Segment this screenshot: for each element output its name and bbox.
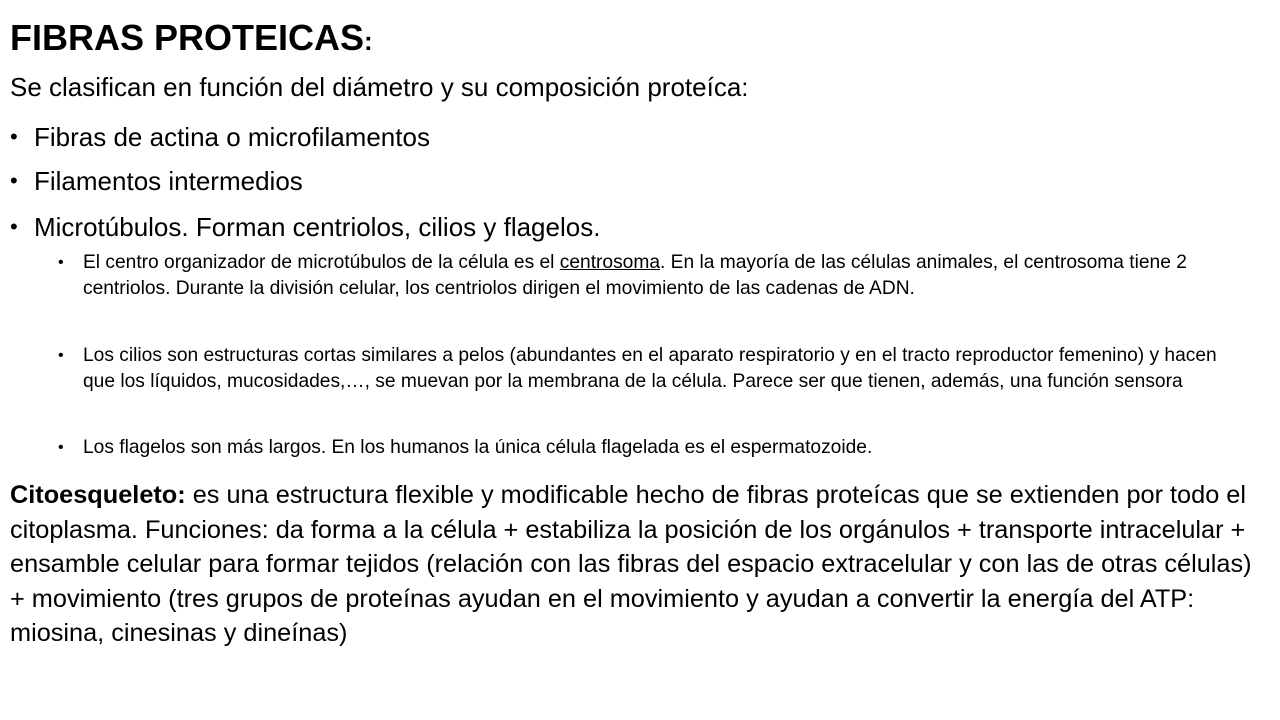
intro-text: Se clasifican en función del diámetro y su composición proteíca: <box>10 72 749 102</box>
citoesqueleto-paragraph <box>10 478 1270 651</box>
bullet-text: Microtúbulos. Forman centriolos, cilios y flagelos. <box>34 212 601 242</box>
centrosoma-link[interactable]: centrosoma <box>559 252 661 273</box>
sub-bullet-text: Los flagelos son más largos. En los humanos la única célula flagelada es el espermatozoide. <box>83 437 873 458</box>
slide-title-text: FIBRAS PROTEICAS <box>10 17 365 58</box>
bullet-icon: • <box>10 214 18 239</box>
bullet-icon: • <box>10 124 18 149</box>
bullet-text: Fibras de actina o microfilamentos <box>34 122 430 152</box>
citoesqueleto-definition: es una estructura flexible y modificable hecho de fibras proteícas que se extienden por todo el citoplasma. Funciones: da forma a la célula + estabiliza la posición de los orgánulos + transporte intracelular + ensamble celular para formar tejidos (relación con las fibras del espacio extracelular y con las de otras células) + movimiento (tres grupos de proteínas ayudan en el movimiento y ayudan a convertir la energía del ATP: miosina, cinesinas y dineínas) <box>10 481 1252 648</box>
slide-title-colon: : <box>364 26 373 56</box>
sub-bullet-text <box>83 250 1243 302</box>
bullet-icon: • <box>10 168 18 193</box>
sub-bullet-icon: • <box>58 439 64 456</box>
citoesqueleto-term: Citoesqueleto: <box>10 481 186 509</box>
slide-title <box>10 16 373 63</box>
sub-bullet-icon: • <box>58 347 64 364</box>
sub-bullet-icon: • <box>58 254 64 271</box>
bullet-text: Filamentos intermedios <box>34 166 303 196</box>
sub-bullet-text: Los cilios son estructuras cortas similares a pelos (abundantes en el aparato respiratorio y en el tracto reproductor femenino) y hacen que los líquidos, mucosidades,…, se muevan por la membrana de la célula. Parece ser que tienen, además, una función sensora <box>83 345 1217 392</box>
sub-bullet-text-before: El centro organizador de microtúbulos de la célula es el <box>83 252 560 273</box>
sub-bullet-text-after: . En la mayoría de las células animales, el centrosoma tiene 2 centriolos. Durante la división celular, los centriolos dirigen el movimiento de las cadenas de ADN. <box>83 252 1187 299</box>
